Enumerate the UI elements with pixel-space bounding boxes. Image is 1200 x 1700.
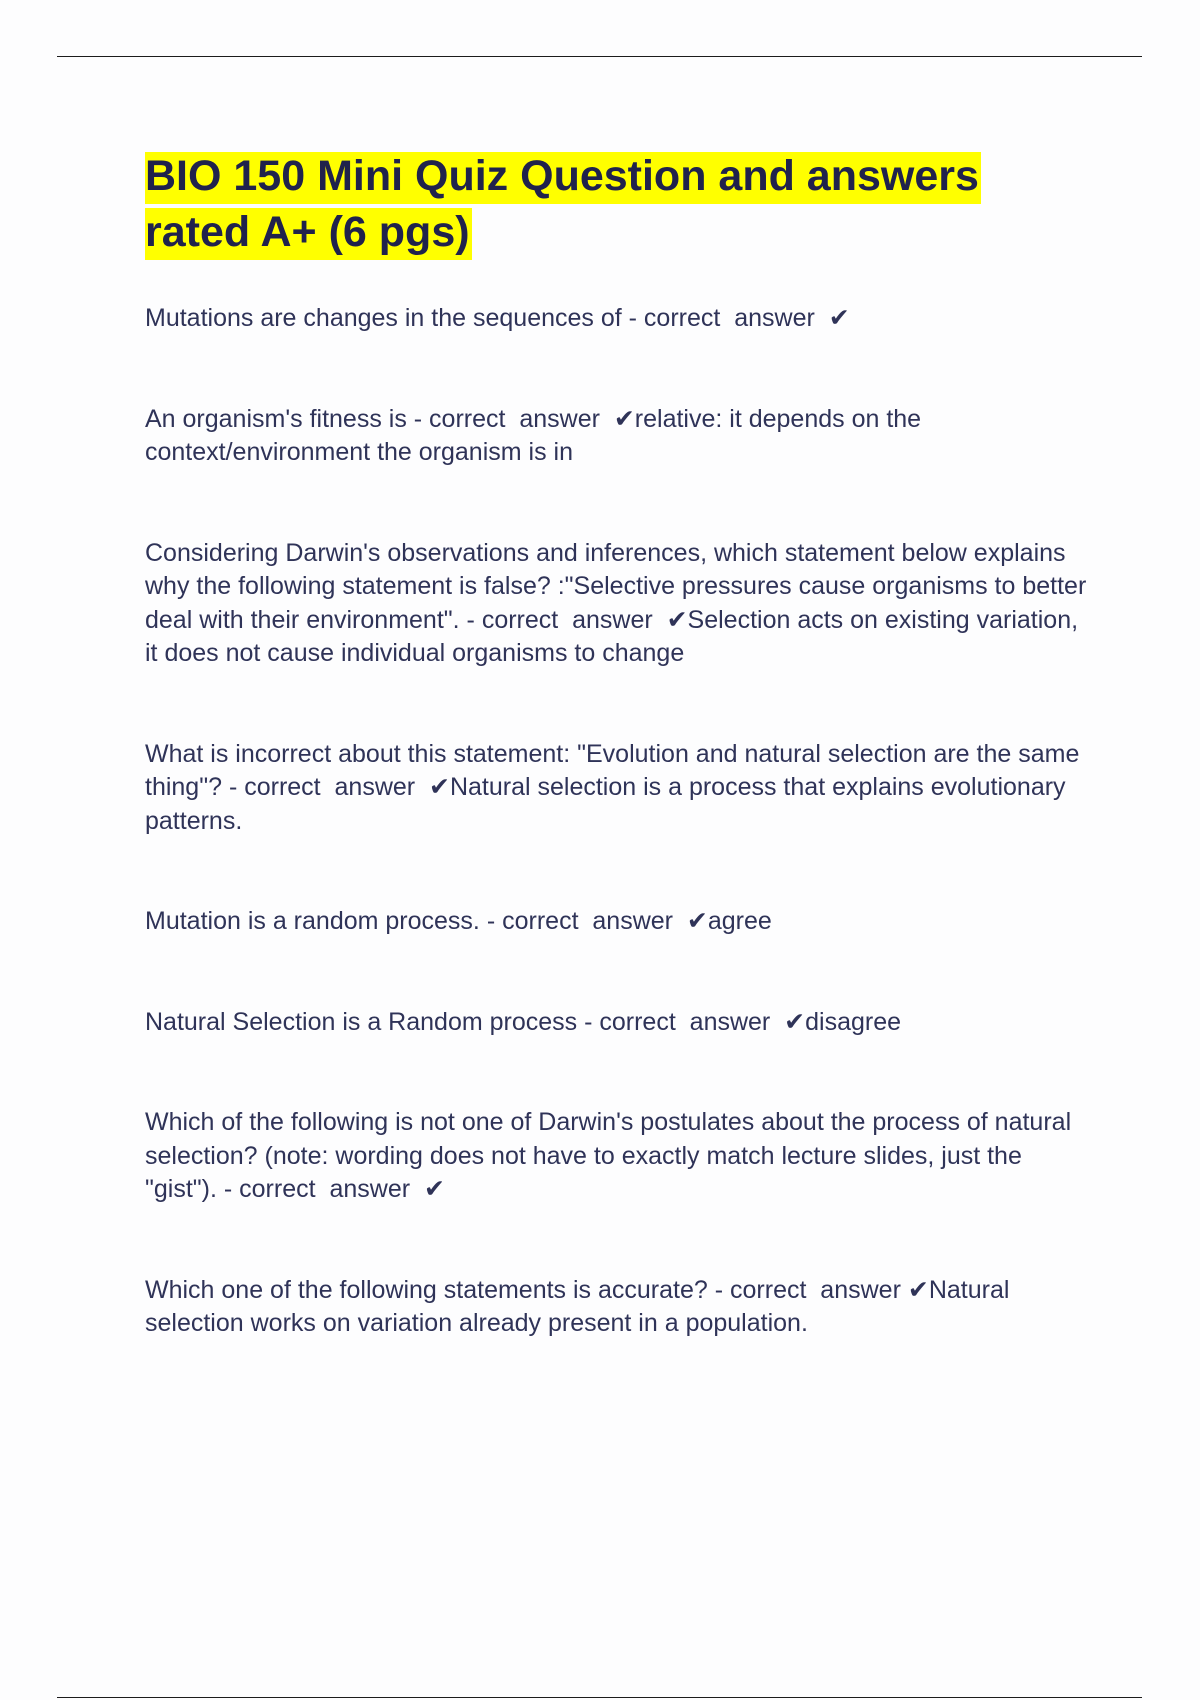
qa-item <box>145 302 1095 336</box>
question-text: Which of the following is not one of Darwin's postulates about the process of natural selection? (note: wording does not have to exactly match lecture slides, just the "gist"). <box>145 1108 1079 1203</box>
question-text: What is incorrect about this statement: "Evolution and natural selection are the same thing"? <box>145 739 1087 801</box>
answer-text: relative: it depends on the context/environment the organism is in <box>145 404 929 466</box>
answer-text: Natural selection is a process that explains evolutionary patterns. <box>145 773 1073 835</box>
separator: - <box>621 304 644 332</box>
qa-item <box>145 738 1095 839</box>
check-icon: ✔ <box>666 605 688 634</box>
check-icon: ✔ <box>686 907 708 935</box>
question-text: Considering Darwin's observations and inferences, which statement below explains why the following statement is false? :"Selective pressures cause organisms to better deal with their environment". <box>145 538 1094 634</box>
separator: - <box>216 1175 240 1203</box>
document-body <box>145 148 1095 1408</box>
check-icon: ✔ <box>828 304 850 332</box>
question-text: Mutations are changes in the sequences of <box>145 304 622 332</box>
top-rule <box>57 56 1142 57</box>
qa-item <box>145 1274 1095 1341</box>
question-text: Which one of the following statements is accurate? <box>145 1275 708 1304</box>
check-icon: ✔ <box>429 773 450 801</box>
qa-item <box>145 537 1095 671</box>
answer-label: correct answer <box>239 1175 424 1203</box>
title-highlight: BIO 150 Mini Quiz Question and answers rated A+ (6 pgs) <box>145 152 981 260</box>
answer-label: correct answer <box>429 404 614 433</box>
answer-label: correct answer <box>481 605 667 634</box>
answer-text: Selection acts on existing variation, it does not cause individual organisms to change <box>145 605 1085 667</box>
question-text: An organism's fitness is <box>145 404 407 433</box>
answer-text: Natural selection works on variation already present in a population. <box>145 1275 1017 1337</box>
check-icon: ✔ <box>613 404 635 433</box>
question-text: Natural Selection is a Random process <box>145 1007 578 1036</box>
bottom-rule <box>57 1697 1142 1698</box>
answer-label: correct answer <box>244 773 429 801</box>
answer-text: disagree <box>805 1007 902 1036</box>
separator: - <box>707 1275 731 1304</box>
question-text: Mutation is a random process. <box>145 907 480 935</box>
answer-text: agree <box>707 907 772 935</box>
qa-item <box>145 403 1095 470</box>
separator: - <box>577 1007 600 1036</box>
check-icon: ✔ <box>423 1175 445 1203</box>
separator: - <box>406 404 430 433</box>
separator: - <box>459 605 482 634</box>
check-icon: ✔ <box>907 1275 929 1304</box>
check-icon: ✔ <box>784 1007 806 1036</box>
qa-item <box>145 905 1095 939</box>
qa-item <box>145 1106 1095 1207</box>
separator: - <box>479 907 503 935</box>
qa-item <box>145 1006 1095 1040</box>
answer-label: correct answer <box>599 1007 785 1036</box>
answer-label: correct answer <box>502 907 687 935</box>
answer-label: correct answer <box>643 304 829 332</box>
separator: - <box>222 773 245 801</box>
document-title <box>145 148 1095 260</box>
qa-list <box>145 302 1095 1341</box>
answer-label: correct answer <box>730 1275 908 1304</box>
